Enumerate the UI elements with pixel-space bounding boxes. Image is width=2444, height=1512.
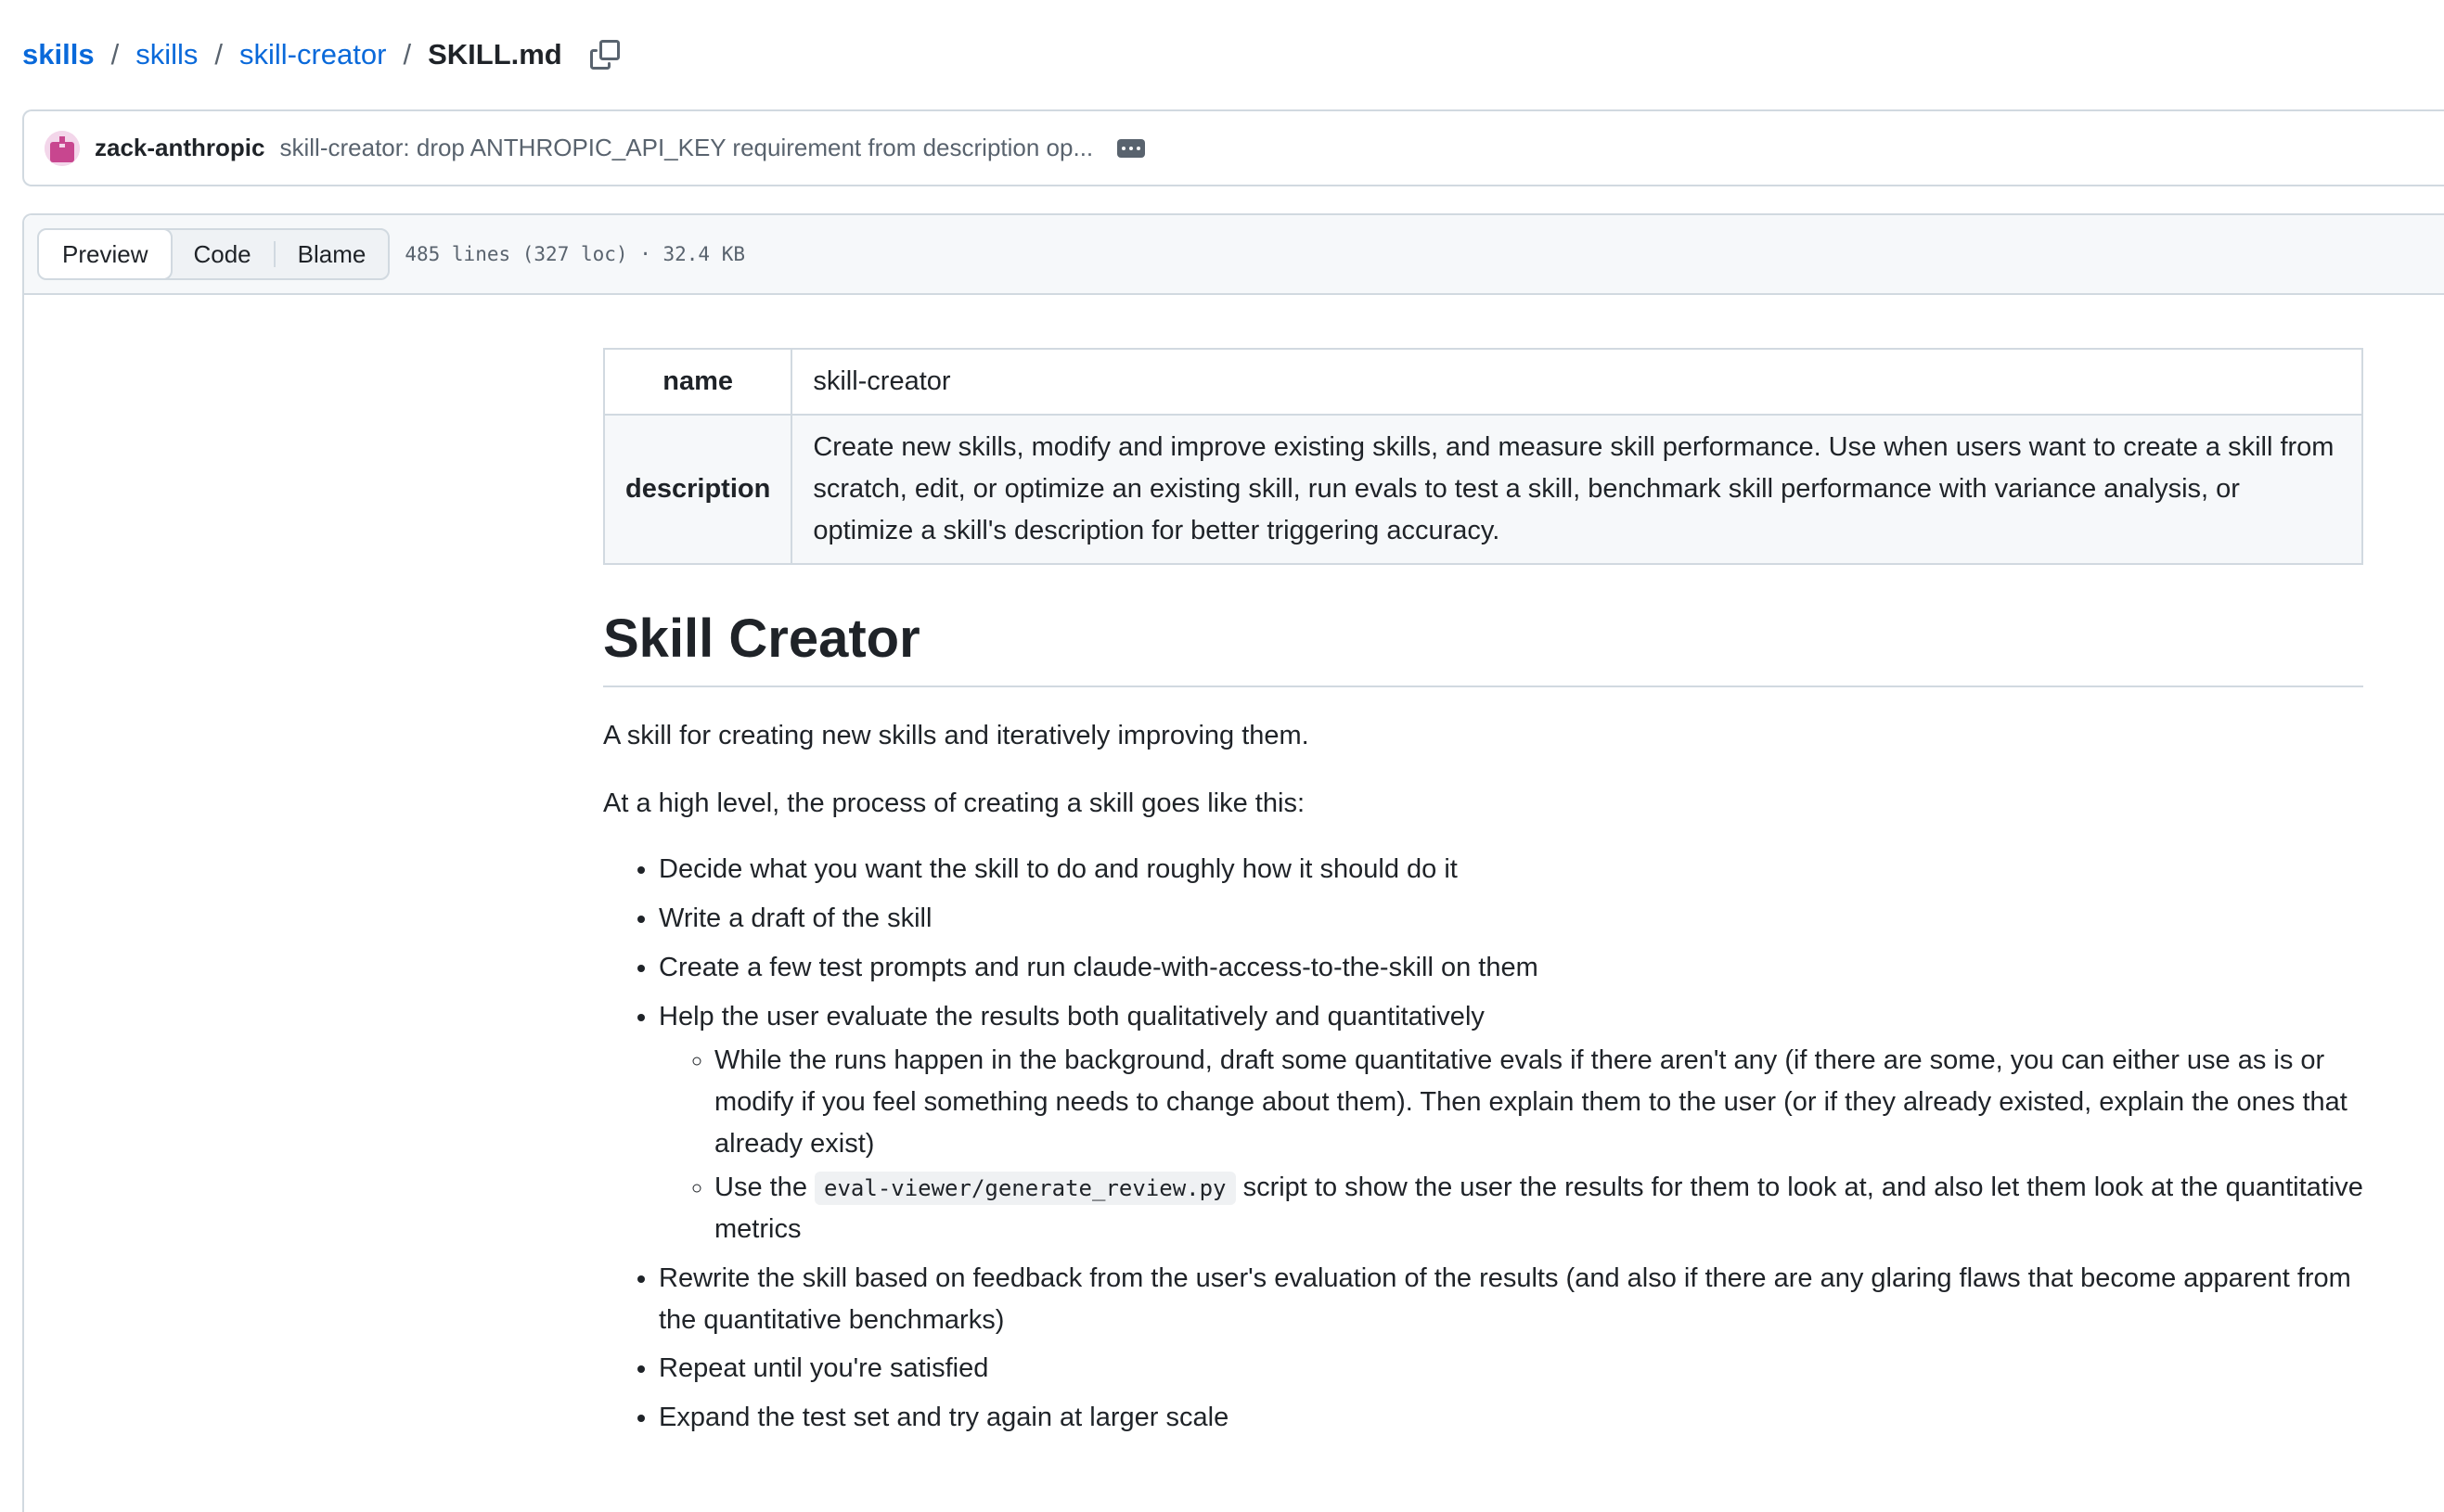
list-item: • Decide what you want the skill to do and roughly how it should do it — [659, 849, 2363, 891]
page-title: Skill Creator — [603, 606, 2363, 688]
sub-list — [659, 1040, 2363, 1250]
frontmatter-value-description: Create new skills, modify and improve existing skills, and measure skill performance. Use when users want to create a skill from scratch, edit, or optimize an existing skill, run evals to test a skill, benchmark skill performance with variance analysis, or optimize a skill's description for better triggering accuracy. — [791, 415, 2362, 564]
file-info: 485 lines (327 loc) · 32.4 KB — [405, 243, 745, 265]
copy-icon — [590, 40, 620, 70]
list-item: • Create a few test prompts and run claude-with-access-to-the-skill on them — [659, 947, 2363, 989]
list-item: • Repeat until you're satisfied — [659, 1348, 2363, 1390]
avatar[interactable] — [45, 131, 80, 166]
frontmatter-key-description: description — [604, 415, 791, 564]
intro-paragraph: A skill for creating new skills and iteratively improving them. — [603, 721, 1309, 751]
tab-preview[interactable]: Preview — [37, 228, 173, 280]
frontmatter-row-description — [604, 415, 2362, 564]
commit-details-button[interactable] — [1117, 139, 1145, 158]
list-item — [659, 996, 2363, 1250]
breadcrumb-current-file: SKILL.md — [428, 38, 562, 70]
frontmatter-table — [603, 348, 2363, 565]
inline-code: eval-viewer/generate_review.py — [815, 1172, 1235, 1205]
kebab-dot — [1129, 147, 1133, 150]
sub-list-item-prefix: Use the — [714, 1172, 807, 1202]
process-steps-list — [603, 849, 2363, 1439]
file-header — [24, 215, 2444, 295]
frontmatter-value-name: skill-creator — [791, 349, 2362, 415]
breadcrumb-separator: / — [214, 38, 223, 70]
sub-list-item-suffix: script to show the user the results for them to look at, and also let them look at the quantitative metrics — [714, 1172, 2363, 1244]
list-item-text: Help the user evaluate the results both qualitatively and quantitatively — [659, 1001, 1485, 1031]
kebab-dot — [1137, 147, 1140, 150]
kebab-horizontal-icon — [1122, 147, 1126, 150]
breadcrumb-repo-link[interactable]: skills — [22, 38, 95, 70]
list-item: • Expand the test set and try again at larger scale — [659, 1397, 2363, 1439]
commit-message[interactable]: skill-creator: drop ANTHROPIC_API_KEY requirement from description op... — [279, 134, 1094, 161]
sub-list-item — [714, 1167, 2363, 1250]
process-intro-paragraph: At a high level, the process of creating a skill goes like this: — [603, 788, 1305, 819]
breadcrumb-separator: / — [110, 38, 120, 70]
latest-commit-bar — [22, 109, 2444, 186]
breadcrumb-skill-creator-link[interactable]: skill-creator — [238, 38, 387, 70]
avatar-icon — [45, 131, 80, 166]
breadcrumb-skills-link[interactable]: skills — [135, 38, 199, 70]
commit-author[interactable]: zack-anthropic — [95, 134, 265, 161]
list-item: • Rewrite the skill based on feedback from the user's evaluation of the results (and also if there are any glaring flaws that become apparent from the quantitative benchmarks) — [659, 1258, 2363, 1341]
tab-code[interactable]: Code — [193, 239, 251, 268]
view-mode-toggle — [37, 228, 390, 280]
markdown-body — [603, 348, 2363, 1439]
sub-list-item: ◦ While the runs happen in the background, draft some quantitative evals if there aren't any (if there are some, you can either use as is or modify if you feel something needs to change about them). Then explain them to the user (or if they already existed, explain the ones that already exist) — [714, 1040, 2363, 1165]
frontmatter-key-name: name — [604, 349, 791, 415]
tab-blame[interactable]: Blame — [297, 239, 367, 268]
breadcrumb-separator: / — [403, 38, 412, 70]
copy-path-button[interactable] — [586, 36, 624, 73]
breadcrumb — [22, 28, 624, 82]
list-item: • Write a draft of the skill — [659, 898, 2363, 940]
frontmatter-row-name — [604, 349, 2362, 415]
